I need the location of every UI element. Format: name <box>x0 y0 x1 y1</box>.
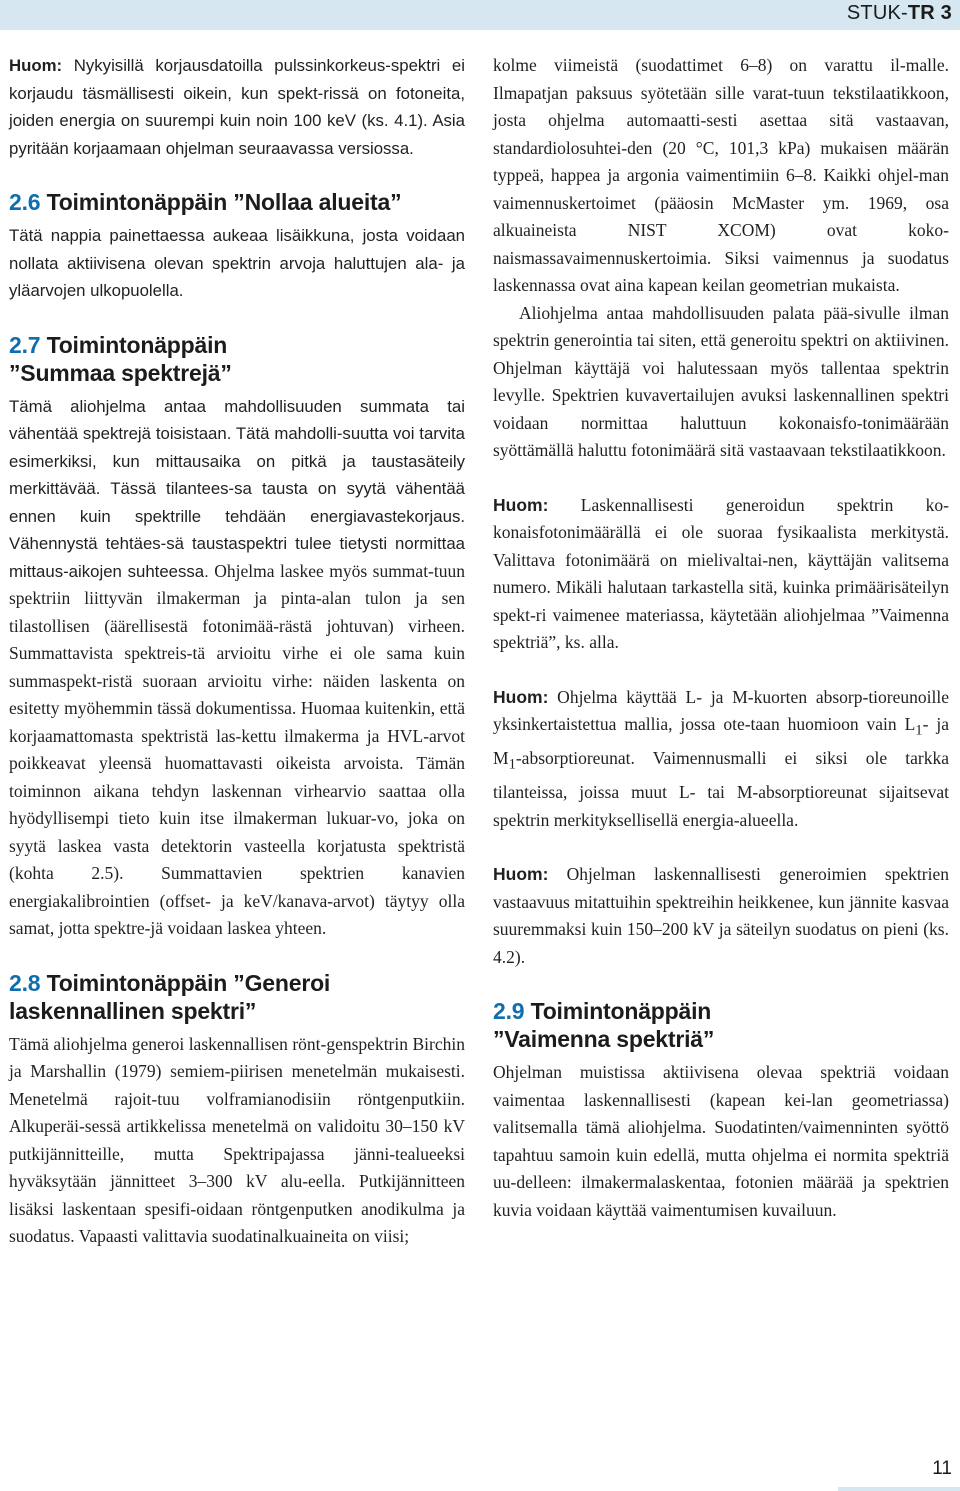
series-label <box>847 2 952 25</box>
section-heading-2-9 <box>493 997 949 1053</box>
section-title: laskennallinen spektri” <box>9 997 257 1024</box>
page-number: 11 <box>932 1458 952 1479</box>
section-title: Toimintonäppäin ”Nollaa alueita” <box>40 189 402 215</box>
note-label: Huom: <box>493 494 549 515</box>
section-title: ”Vaimenna spektriä” <box>493 1026 715 1052</box>
section-number: 2.6 <box>9 189 41 215</box>
note-label: Huom: <box>493 686 549 707</box>
note-label: Huom: <box>9 56 63 75</box>
left-column <box>9 52 465 1251</box>
header-band <box>0 0 960 30</box>
subscript: 1 <box>915 722 923 739</box>
note-text: -absorptioreunat. Vaimennusmalli ei siksi ole tarkka tilanteissa, joissa muut L- tai M-absorptioreunat sijaitsevat spektrin merkityksellisellä energia-alueella. <box>493 748 949 830</box>
note-text: Laskennallisesti generoidun spektrin ko-konaisfotonimäärällä ei ole suoraa fysikaalista merkitystä. Valittava fotonimäärä on mielivaltai-nen, käyttäjän valitsema numero. Mikäli halutaan tarkastella sitä, kuinka primäärisäteilyn spekt-ri vaimenee materiassa, käytetään aliohjelmaa ”Vaimenna spektriä”, ks. alla. <box>493 494 949 652</box>
section-heading-2-7 <box>9 331 465 387</box>
section-body: Tämä aliohjelma generoi laskennallisen rönt-genspektrin Birchin ja Marshallin (1979) semiem-piirisen menetelmän mukaisesti. Menetelmä rajoit-tuu volframianodisiin röntgenputkiin. Alkuperäi-sessä artikkelissa menetelmä on validoitu 30–150 kV putkijännitteille, mutta Spektripajassa jänni-tealueeksi hyväksytään jännitteet 3–300 kV alu-eella. Putkijännitteen lisäksi laskentaan spesifi-oidaan röntgenputken anodikulma ja suodatus. Vapaasti valittavia suodatinalkuaineita on viisi; <box>9 1033 465 1246</box>
section-body-serif: Ohjelma laskee myös summat-tuun spektriin liittyvän ilmakerman ja pinta-alan tulon ja sen tilastollisen (äärellisestä fotonimää-rästä johtuvan) virheen. Summattavista spektreis-tä arvioitu virhe ei ole sama kuin summaspekt-ristä suoraan arvioitu virhe: näiden laskenta on esitetty myöhemmin tässä dokumentissa. Huomaa kuitenkin, että korjaamattomasta spektristä las-kettu ilmakerma ja HVL-arvot poikkeavat yleensä huomattavasti oikeista arvoista. Tämän toiminnon aikana tehdyn laskennan virhearvio saattaa olla hyödyllisempi tieto kuin itse ilmakerman lukuar-vo, joka on syytä laskea vasta detektorin vasteella korjatusta spektristä (kohta 2.5). Summattavien spektrien kanavien energiakalibrointien (offset- ja keV/kanava-arvot) täytyy olla samat, jotta spektre-jä voidaan laskea yhteen. <box>9 560 465 938</box>
section-title: Toimintonäppäin <box>524 998 712 1024</box>
body-paragraph: kolme viimeistä (suodattimet 6–8) on varattu il-malle. Ilmapatjan paksuus syötetään sille varat-tuun tekstilaatikkoon, josta ohjelma automaatti-sesti asettaa sitä vastaavan, standardiolosuhtei-den (20 °C, 101,3 kPa) mukaisen määrän typpeä, happea ja argonia vaimentimiin 6–8. Kaikki ohjel-man vaimennuskertoimet (pääosin McMaster ym. 1969, osa alkuaineista NIST XCOM) ovat koko-naismassavaimennuskertoimia. Siksi vaimennus ja suodatus laskennassa ovat aina kapean keilan geometrian mukaista. <box>493 55 949 295</box>
right-column <box>493 52 949 1224</box>
section-body-sans: Tämä aliohjelma antaa mahdollisuuden summata tai vähentää spektrejä toisistaan. Tätä mahdolli-suutta voi tarvita esimerkiksi, kun mittausaika on pitkä ja taustasäteily merkittävää. Tässä tilantees-sa tausta on syytä vähentää ennen kuin spektrille tehdään energiavastekorjaus. Vähennystä tehtäes-sä taustaspektri tulee tietysti normittaa mittaus-aikojen suhteessa. <box>9 396 465 581</box>
section-title: Toimintonäppäin ”Generoi <box>40 969 331 996</box>
note-paragraph <box>9 52 465 162</box>
series-label-prefix: STUK- <box>846 2 908 24</box>
body-paragraph: Aliohjelma antaa mahdollisuuden palata pää-sivulle ilman spektrin generointia tai siten, että generoitu spektri on aktiivinen. Ohjelman käyttäjä voi halutessaan myös tallentaa spektrin levylle. Spektrien kuvavertailujen avuksi laskennallinen spektri voidaan normittaa haluttuun kokonaisfo-tonimäärään syöttämällä haluttu fotonimäärä sitä vastaavaan tekstilaatikkoon. <box>493 302 949 460</box>
section-title: Toimintonäppäin <box>40 331 228 358</box>
note-label: Huom: <box>493 864 549 884</box>
section-number: 2.9 <box>493 998 525 1024</box>
section-number: 2.7 <box>9 331 41 358</box>
note-paragraph <box>493 684 949 835</box>
subscript: 1 <box>508 756 516 773</box>
section-body <box>9 393 465 943</box>
note-text: - ja M <box>493 714 949 768</box>
note-text: Nykyisillä korjausdatoilla pulssinkorkeus-spektri ei korjaudu täsmällisesti oikein, kun spekt-rissä on fotoneita, joiden energia on suurempi kuin noin 100 keV (ks. 4.1). Asia pyritään korjaamaan ohjelman seuraavassa versiossa. <box>9 56 465 158</box>
section-body: Tätä nappia painettaessa aukeaa lisäikkuna, josta voidaan nollata aktiivisena olevan spektrin arvoja haluttujen ala- ja yläarvojen ulkopuolella. <box>9 226 465 300</box>
footer-rule <box>838 1487 960 1491</box>
note-paragraph <box>493 861 949 971</box>
note-paragraph <box>493 492 949 657</box>
section-heading-2-8 <box>9 969 465 1025</box>
note-text: Ohjelma käyttää L- ja M-kuorten absorp-tioreunoille yksinkertaistettua mallia, jossa ote-taan huomioon vain L <box>493 686 949 734</box>
section-number: 2.8 <box>9 969 41 996</box>
section-body: Ohjelman muistissa aktiivisena olevaa spektriä voidaan vaimentaa laskennallisesti (kapean kei-lan geometriassa) valitsemalla tämä aliohjelma. Suodatinten/vaimenninten syöttö tapahtuu samoin kuin edellä, mutta ohjelma ei normita spektriä uu-delleen: ilmakermalaskentaa, fotonien määrää ja spektrien kuvia voidaan käyttää vaimentumisen kuvailuun. <box>493 1062 949 1220</box>
section-heading-2-6 <box>9 188 465 216</box>
note-text: Ohjelman laskennallisesti generoimien spektrien vastaavuus mitattuihin spektreihin heikkenee, kun jännite kasvaa suuremmaksi kuin 150–200 kV ja säteilyn suodatus on pieni (ks. 4.2). <box>493 864 949 967</box>
section-title: ”Summaa spektrejä” <box>9 359 232 386</box>
series-label-code: TR 3 <box>907 2 952 24</box>
